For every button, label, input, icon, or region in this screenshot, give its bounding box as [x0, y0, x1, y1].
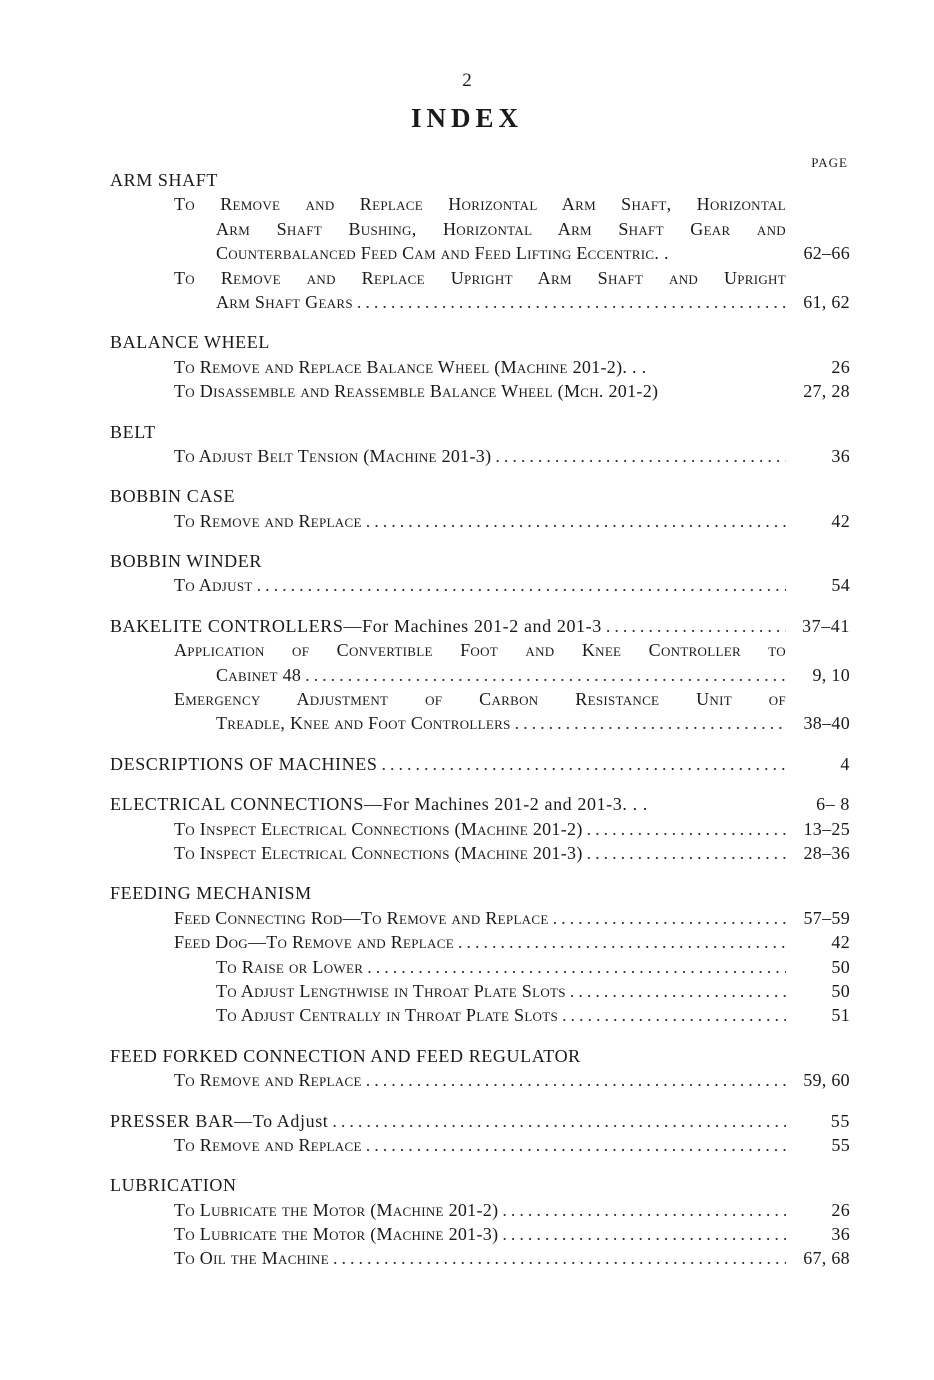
section-presser-bar — [110, 1109, 850, 1158]
entry-text: To Inspect Electrical Connections (Machine 201-2) — [174, 817, 587, 841]
page-ref: 59, 60 — [803, 1070, 850, 1091]
dot-leader — [110, 752, 786, 776]
entry-text: To Remove and Replace — [174, 1068, 366, 1092]
page-ref: 4 — [840, 753, 850, 774]
entry-text: Counterbalanced Feed Cam and Feed Lifting Eccentric. . — [216, 243, 669, 264]
entry-text: To Lubricate the Motor (Machine 201-3) — [174, 1222, 502, 1246]
section-heading: BAKELITE CONTROLLERS—For Machines 201-2 and 201-3 — [110, 614, 606, 638]
section-heading-line — [110, 752, 850, 776]
page-ref: 55 — [831, 1134, 850, 1155]
dot-leader — [174, 573, 786, 597]
dot-leader — [174, 930, 786, 954]
entry-line — [110, 841, 850, 865]
section-heading: ARM SHAFT — [110, 170, 218, 190]
entry-line: Emergency Adjustment of Carbon Resistance Unit of — [174, 689, 786, 710]
page-title: INDEX — [410, 103, 523, 133]
entry-line — [110, 509, 850, 533]
section-bobbin-case — [110, 484, 850, 533]
section-heading: FEEDING MECHANISM — [110, 883, 312, 904]
dot-leader — [174, 906, 786, 930]
dot-leader — [110, 614, 786, 638]
page-ref: 13–25 — [803, 818, 850, 839]
page-ref: 37–41 — [802, 615, 850, 636]
dot-leader — [174, 509, 786, 533]
entry-line — [110, 290, 850, 314]
page-ref: 50 — [831, 980, 850, 1001]
page-ref: 61, 62 — [803, 291, 850, 312]
section-heading: BELT — [110, 421, 156, 442]
page-ref: 36 — [831, 1224, 850, 1245]
entry-text: Feed Dog—To Remove and Replace — [174, 930, 458, 954]
dot-leader — [174, 1068, 786, 1092]
page-ref: 55 — [830, 1110, 850, 1131]
page-ref: 67, 68 — [803, 1248, 850, 1269]
dot-leader — [216, 663, 786, 687]
entry-text: To Adjust Belt Tension (Machine 201-3) — [174, 444, 495, 468]
page-ref: 57–59 — [803, 907, 850, 928]
dot-leader — [174, 1246, 786, 1270]
entry-line — [110, 1068, 850, 1092]
entry-line: To Remove and Replace Horizontal Arm Shaft, Horizontal — [174, 194, 786, 215]
section-feeding-mechanism — [110, 881, 850, 1027]
entry-text: To Adjust Lengthwise in Throat Plate Slots — [216, 979, 570, 1003]
dot-leader — [174, 1222, 786, 1246]
entry-line — [110, 1133, 850, 1157]
page-ref: 26 — [831, 1199, 850, 1220]
page-ref: 51 — [831, 1005, 850, 1026]
page-ref: 50 — [831, 956, 850, 977]
page-ref: 28–36 — [803, 842, 850, 863]
entry-line — [110, 1003, 850, 1027]
entry-line: To Remove and Replace Upright Arm Shaft and Upright — [174, 267, 786, 288]
entry-line — [110, 663, 850, 687]
section-heading: FEED FORKED CONNECTION AND FEED REGULATOR — [110, 1045, 581, 1066]
entry-text: Arm Shaft Gears — [216, 290, 357, 314]
entry-text: To Adjust Centrally in Throat Plate Slots — [216, 1003, 562, 1027]
section-lubrication — [110, 1173, 850, 1271]
section-heading: BOBBIN WINDER — [110, 551, 262, 572]
entry-line — [110, 355, 850, 379]
page-number: 2 — [462, 70, 472, 91]
entry-line: Application of Convertible Foot and Knee Controller to — [174, 640, 786, 661]
page-ref: 6– 8 — [816, 794, 850, 815]
entry-line — [110, 241, 850, 265]
entry-text: To Remove and Replace — [174, 509, 366, 533]
section-heading: BOBBIN CASE — [110, 486, 236, 507]
entry-text: Cabinet 48 — [216, 663, 305, 687]
entry-text: Feed Connecting Rod—To Remove and Replace — [174, 906, 553, 930]
dot-leader — [216, 955, 786, 979]
page-ref: 42 — [831, 932, 850, 953]
dot-leader — [216, 711, 786, 735]
dot-leader — [216, 979, 786, 1003]
section-heading: ELECTRICAL CONNECTIONS—For Machines 201-2 and 201-3. . . — [110, 794, 648, 815]
entry-text: Treadle, Knee and Foot Controllers — [216, 711, 515, 735]
page-ref: 54 — [831, 575, 850, 596]
entry-line — [110, 573, 850, 597]
entry-text: To Adjust — [174, 573, 257, 597]
page-ref: 9, 10 — [812, 664, 850, 685]
page-ref: 38–40 — [803, 713, 850, 734]
section-balance-wheel — [110, 330, 850, 403]
section-heading: BALANCE WHEEL — [110, 332, 270, 353]
entry-text: To Oil the Machine — [174, 1246, 333, 1270]
section-belt — [110, 420, 850, 469]
page-column-label: PAGE — [811, 155, 848, 170]
entry-text: To Inspect Electrical Connections (Machine 201-3) — [174, 841, 587, 865]
entry-line — [110, 711, 850, 735]
section-heading-line — [110, 792, 850, 816]
entry-line — [110, 379, 850, 403]
section-feed-forked-connection — [110, 1044, 850, 1093]
page-ref: 26 — [831, 356, 850, 377]
dot-leader — [174, 1133, 786, 1157]
entry-line — [110, 817, 850, 841]
entry-line: Arm Shaft Bushing, Horizontal Arm Shaft Gear and — [216, 218, 786, 239]
entry-line — [110, 955, 850, 979]
section-arm-shaft — [110, 168, 850, 314]
section-heading: LUBRICATION — [110, 1175, 237, 1196]
entry-line — [110, 906, 850, 930]
entry-text: To Disassemble and Reassemble Balance Wheel (Mch. 201-2) — [174, 381, 659, 402]
dot-leader — [174, 841, 786, 865]
entry-line — [110, 979, 850, 1003]
entry-text: To Lubricate the Motor (Machine 201-2) — [174, 1198, 502, 1222]
entry-text: To Remove and Replace Balance Wheel (Machine 201-2). . . — [174, 356, 647, 377]
entry-line — [110, 444, 850, 468]
entry-line — [110, 1246, 850, 1270]
section-descriptions — [110, 752, 850, 776]
section-electrical-connections — [110, 792, 850, 865]
dot-leader — [216, 290, 786, 314]
section-heading-line — [110, 1109, 850, 1133]
dot-leader — [174, 444, 786, 468]
entry-text: To Remove and Replace — [174, 1133, 366, 1157]
page-ref: 27, 28 — [803, 381, 850, 402]
entry-line — [110, 1198, 850, 1222]
dot-leader — [174, 817, 786, 841]
index-list — [110, 168, 850, 1287]
section-heading-line — [110, 614, 850, 638]
page-ref: 36 — [831, 445, 850, 466]
entry-line — [110, 1222, 850, 1246]
dot-leader — [174, 1198, 786, 1222]
section-heading: DESCRIPTIONS OF MACHINES — [110, 752, 381, 776]
section-bobbin-winder — [110, 549, 850, 598]
section-bakelite-controllers — [110, 614, 850, 736]
section-heading: PRESSER BAR—To Adjust — [110, 1109, 332, 1133]
dot-leader — [110, 1109, 786, 1133]
page-ref: 42 — [831, 510, 850, 531]
dot-leader — [216, 1003, 786, 1027]
page-ref: 62–66 — [803, 243, 850, 264]
entry-line — [110, 930, 850, 954]
entry-text: To Raise or Lower — [216, 955, 367, 979]
